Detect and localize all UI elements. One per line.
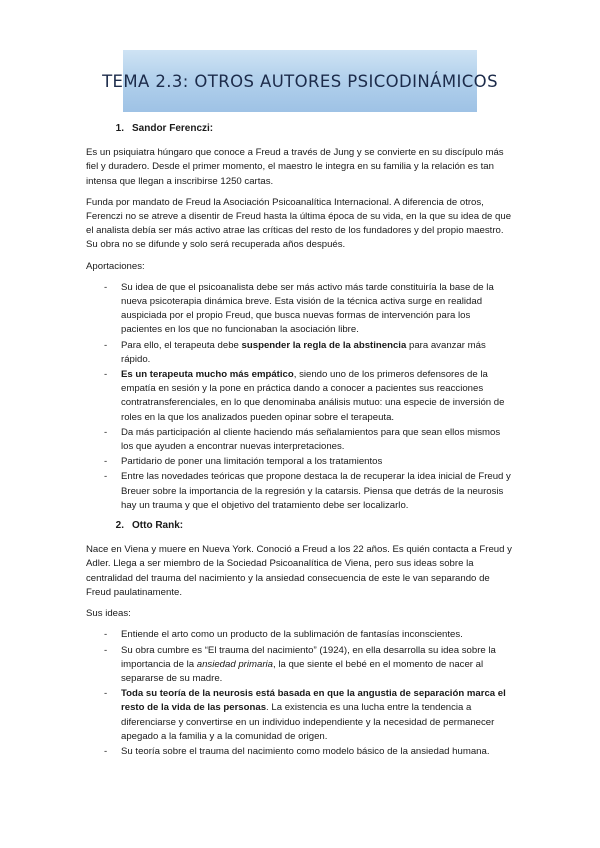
list-label: Sus ideas:: [86, 608, 131, 620]
list-item: - Da más participación al cliente haciendo más señalamientos para que sean ellos mismos los que ayuden a encontrar nuevas interpretaciones.: [104, 426, 501, 453]
section-number: 2.: [115, 520, 124, 532]
list-item: - Toda su teoría de la neurosis está basada en que la angustia de separación marca el resto de la vida de las personas. La existencia es una lucha entre la tendencia a diferenciarse y convertirse en un individuo independiente y la necesidad de permanecer apegado a la familia y a la comunidad de origen.: [104, 688, 506, 742]
list-item: - Entiende el arto como un producto de la sublimación de fantasías inconscientes.: [86, 628, 514, 642]
list-item: - Para ello, el terapeuta debe suspender la regla de la abstinencia para avanzar más rápido.: [104, 339, 486, 365]
dash-bullet: -: [104, 745, 108, 757]
dash-bullet: -: [104, 644, 108, 656]
dash-bullet: -: [104, 281, 108, 293]
section-title: Otto Rank:: [132, 520, 184, 532]
dash-bullet: -: [104, 369, 108, 381]
contributions-list: [86, 281, 514, 513]
dash-bullet: -: [104, 456, 108, 468]
section-title: Sandor Ferenczi:: [132, 123, 214, 134]
list-item: - Su teoría sobre el trauma del nacimiento como modelo básico de la ansiedad humana.: [86, 745, 514, 759]
dash-bullet: -: [104, 688, 108, 700]
list-item: - Entre las novedades teóricas que propone destaca la de recuperar la idea inicial de Freud y Breuer sobre la importancia de la regresión y la catarsis. Piensa que detrás de la neurosis hay un trauma y que el objetivo del tratamiento debe ser localizarlo.: [104, 471, 511, 511]
list-item: - Su obra cumbre es “El trauma del nacimiento” (1924), en ella desarrolla su idea sobre la importancia de la ansiedad primaria, la que siente el bebé en el momento de nacer al separarse de su madre.: [104, 644, 496, 684]
section-heading-ferenczi: [86, 122, 514, 136]
list-item: - Es un terapeuta mucho más empático, siendo uno de los primeros defensores de la empatía en sesión y la pone en práctica dando a conocer a pacientes sus reacciones contratransferenciales, en lo que denominaba análisis mutuo: una especie de inversión de roles en la que los analizados pueden opinar sobre el terapeuta.: [104, 369, 505, 423]
list-label: Aportaciones:: [86, 260, 145, 272]
dash-bullet: -: [104, 471, 108, 483]
title-banner: [102, 50, 498, 112]
list-item: - Partidario de poner una limitación temporal a los tratamientos: [86, 455, 514, 469]
dash-bullet: -: [104, 629, 108, 641]
paragraph: Es un psiquiatra húngaro que conoce a Freud a través de Jung y se convierte en su discípulo más fiel y duradero. Desde el primer momento, el maestro le integra en su familia y la relación es tan intensa que llegan a inscribirse 1250 cartas.: [86, 147, 504, 187]
dash-bullet: -: [104, 339, 108, 351]
paragraph: Funda por mandato de Freud la Asociación Psicoanalítica Internacional. A diferencia de otros, Ferenczi no se atreve a disentir de Freud hasta la última época de su vida, en la que su idea de que el analista debía ser más activo atrae las críticas del resto de los fundadores y del propio maestro. Su obra no se difunde y solo será recuperada años después.: [86, 196, 512, 251]
page-title: TEMA 2.3: OTROS AUTORES PSICODINÁMICOS: [102, 71, 498, 91]
section-number: 1.: [115, 123, 124, 134]
document-body: [86, 122, 514, 765]
paragraph: Nace en Viena y muere en Nueva York. Conoció a Freud a los 22 años. Es quién contacta a Freud y Adler. Llega a ser miembro de la Sociedad Psicoanalítica de Viena, pero sus ideas sobre la centralidad del trauma del nacimiento y la ansiedad consecuencia de este le van separando de Freud paulatinamente.: [86, 544, 512, 598]
section-heading-rank: [86, 519, 514, 533]
list-item: - Su idea de que el psicoanalista debe ser más activo más tarde constituiría la base de la nueva psicoterapia dinámica breve. Esta visión de la técnica activa surge en realidad auspiciada por el propio Freud, que busca nuevas formas de intervención para los pacientes en los que no funcionaban la asociación libre.: [104, 281, 494, 336]
ideas-list: [86, 628, 514, 759]
dash-bullet: -: [104, 426, 108, 438]
